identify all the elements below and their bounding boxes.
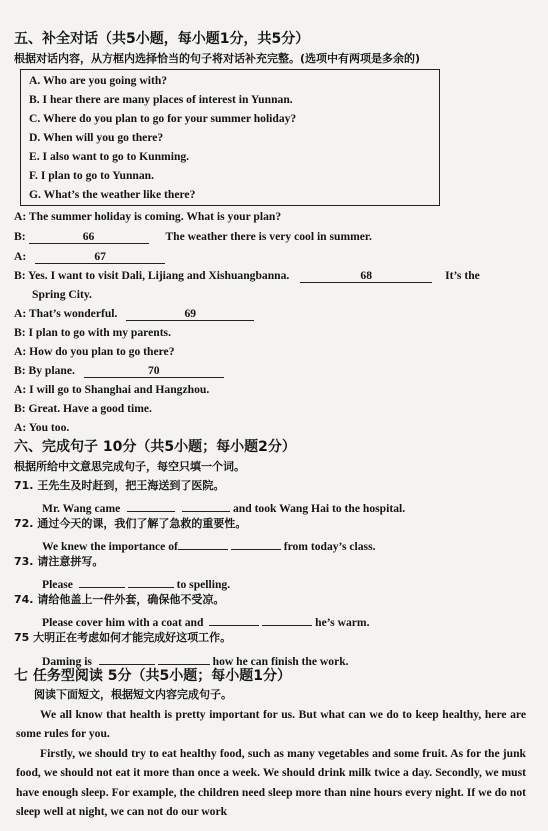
item-74-text-after: he’s warm. [315, 616, 370, 629]
dialogue-line-8: A: How do you plan to go there? [14, 345, 175, 358]
dialogue-line-10: A: I will go to Shanghai and Hangzhou. [14, 383, 210, 396]
item-75-text-after: how he can finish the work. [212, 655, 349, 668]
option-d: D. When will you go there? [29, 131, 164, 144]
dialogue-text-4-end: It’s the [445, 269, 480, 282]
dialogue-text-2: The weather there is very cool in summer. [165, 230, 372, 243]
option-c: C. Where do you plan to go for your summer holiday? [29, 112, 297, 125]
item-74-en [42, 612, 369, 630]
item-72-cn: 72. 通过今天的课，我们了解了急救的重要性。 [14, 517, 247, 530]
item-75-en [42, 651, 349, 669]
dialogue-line-2 [14, 230, 372, 244]
section6-instruction: 根据所给中文意思完成句子，每空只填一个词。 [14, 460, 245, 473]
item-72-blank-1[interactable] [178, 536, 228, 550]
item-71-cn: 71. 王先生及时赶到，把王海送到了医院。 [14, 479, 225, 492]
item-71-text-after: and took Wang Hai to the hospital. [232, 502, 406, 515]
option-e: E. I also want to go to Kunming. [29, 150, 190, 163]
dialogue-line-6 [14, 307, 254, 321]
item-72-blank-2[interactable] [231, 536, 281, 550]
dialogue-line-11: B: Great. Have a good time. [14, 402, 152, 415]
passage-paragraph-2: Firstly, we should try to eat healthy food, such as many vegetables and some fruit. As for the junk food, we should not eat it more than once a week. We should drink milk twice a day. Secondly, we must have enough sleep. For example, the children need sleep more than nine hours every night. If we do not sleep well at night, we can not do our work [16, 746, 526, 819]
option-f: F. I plan to go to Yunnan. [29, 169, 155, 182]
item-72-text-before: We knew the importance of [42, 540, 178, 553]
item-73-en [42, 574, 230, 592]
item-75-blank-1[interactable] [99, 651, 155, 665]
dialogue-line-5: Spring City. [32, 288, 92, 301]
dialogue-text-6: A: That’s wonderful. [14, 307, 118, 320]
item-74-blank-2[interactable] [262, 612, 312, 626]
reading-passage [16, 705, 526, 821]
section7-title: 七 任务型阅读 5分（共5小题；每小题1分） [14, 668, 291, 684]
dialogue-line-7: B: I plan to go with my parents. [14, 326, 171, 339]
item-71-text-before: Mr. Wang came [42, 502, 121, 515]
section6-title: 六、完成句子 10分（共5小题；每小题2分） [14, 439, 296, 455]
dialogue-line-12: A: You too. [14, 421, 70, 434]
section5-instruction: 根据对话内容，从方框内选择恰当的句子将对话补充完整。(选项中有两项是多余的) [14, 52, 421, 65]
item-74-text-before: Please cover him with a coat and [42, 616, 204, 629]
option-g: G. What’s the weather like there? [29, 188, 196, 201]
option-a: A. Who are you going with? [29, 74, 168, 87]
dialogue-text-9: B: By plane. [14, 364, 75, 377]
item-75-blank-2[interactable] [158, 651, 210, 665]
item-74-blank-1[interactable] [209, 612, 259, 626]
answer-blank-66[interactable]: 66 [29, 230, 149, 244]
answer-blank-70[interactable]: 70 [84, 364, 224, 378]
section5-title: 五、补全对话（共5小题，每小题1分，共5分） [14, 31, 310, 47]
item-73-blank-2[interactable] [128, 574, 174, 588]
item-71-en [42, 498, 405, 516]
dialogue-line-1: A: The summer holiday is coming. What is your plan? [14, 210, 282, 223]
speaker-b: B: [14, 230, 26, 243]
item-75-text-before: Daming is [42, 655, 92, 668]
item-74-cn: 74. 请给他盖上一件外套，确保他不受凉。 [14, 593, 225, 606]
item-73-text-after: to spelling. [176, 578, 231, 591]
dialogue-line-9 [14, 364, 224, 378]
answer-blank-68[interactable]: 68 [300, 269, 432, 283]
passage-paragraph-1: We all know that health is pretty important for us. But what can we do to keep healthy, here are some rules for you. [16, 708, 526, 741]
option-b: B. I hear there are many places of interest in Yunnan. [29, 93, 293, 106]
dialogue-line-3 [14, 250, 165, 264]
item-72-en [42, 536, 375, 554]
item-73-text-before: Please [42, 578, 73, 591]
item-72-text-after: from today’s class. [283, 540, 376, 553]
item-71-blank-1[interactable] [127, 498, 175, 512]
item-75-cn: 75 大明正在考虑如何才能完成好这项工作。 [14, 631, 232, 644]
section7-instruction: 阅读下面短文，根据短文内容完成句子。 [34, 688, 232, 701]
item-73-blank-1[interactable] [79, 574, 125, 588]
dialogue-text-4: B: Yes. I want to visit Dali, Lijiang and Xishuangbanna. [14, 269, 290, 282]
dialogue-line-4 [14, 269, 480, 283]
item-71-blank-2[interactable] [182, 498, 230, 512]
speaker-a: A: [14, 250, 27, 263]
answer-blank-67[interactable]: 67 [35, 250, 165, 264]
options-box [20, 69, 440, 206]
item-73-cn: 73. 请注意拼写。 [14, 555, 104, 568]
answer-blank-69[interactable]: 69 [126, 307, 254, 321]
